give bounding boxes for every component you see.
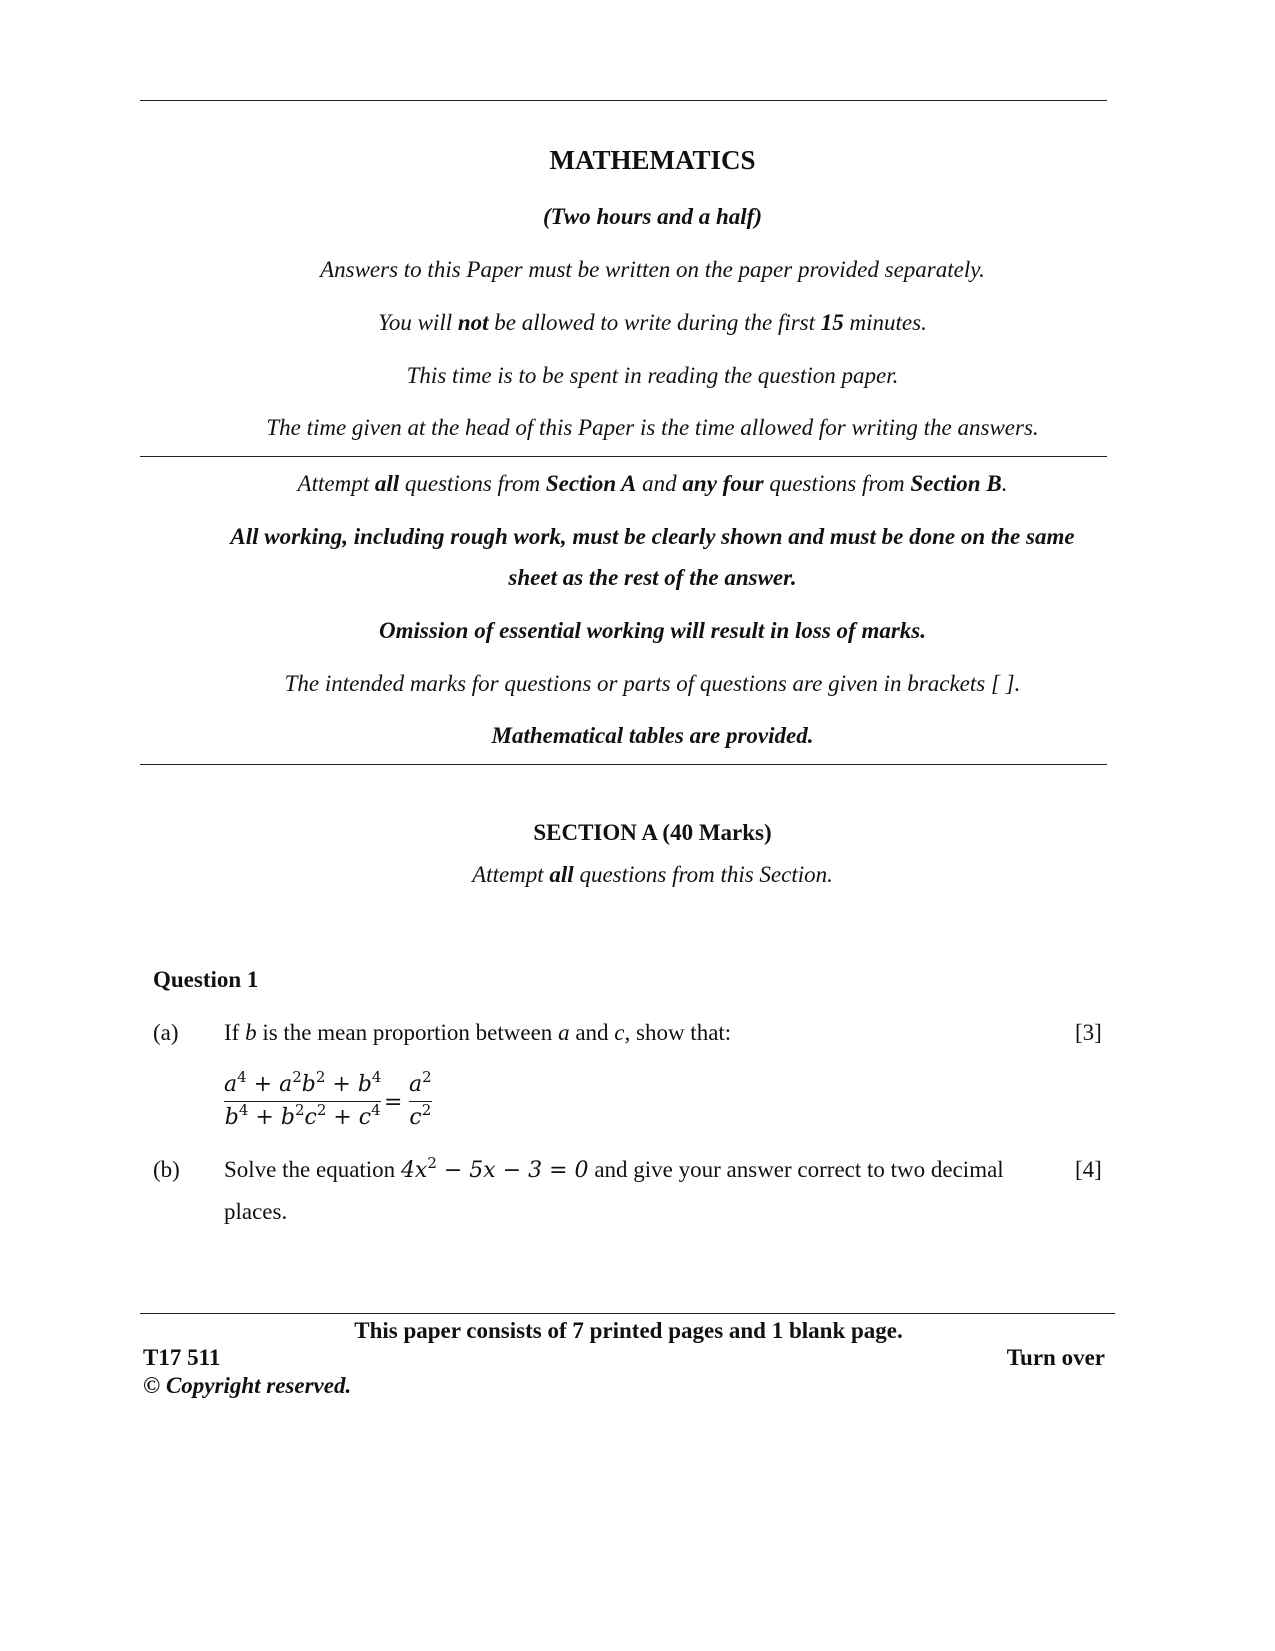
working-rule-line-1: All working, including rough work, must be clearly shown and must be done on the same	[230, 524, 1075, 549]
emphasis: all	[549, 862, 574, 887]
text: .	[1001, 471, 1008, 496]
text: You will	[378, 310, 458, 335]
footer-rule	[140, 1313, 1115, 1314]
working-rule-line-2: sheet as the rest of the answer.	[508, 565, 797, 590]
var-a: a	[558, 1020, 570, 1045]
part-b-label: (b)	[153, 1157, 180, 1182]
text: If	[224, 1020, 246, 1045]
instruction-line-2	[145, 309, 1160, 337]
page-count-note: This paper consists of 7 printed pages and 1 blank page.	[354, 1318, 903, 1343]
rhs-denominator: $c^2$	[409, 1101, 432, 1130]
equation-rhs-fraction	[409, 1068, 432, 1132]
text: questions from	[399, 471, 546, 496]
equation-lhs-fraction	[224, 1068, 382, 1132]
section-a-subtitle	[145, 861, 1160, 889]
rhs-numerator: $a^2$	[409, 1068, 432, 1097]
text: Solve the equation	[224, 1157, 401, 1182]
rules-rule	[140, 764, 1107, 765]
text: be allowed to write during the first	[488, 310, 821, 335]
text: Attempt	[472, 862, 550, 887]
tables-note: Mathematical tables are provided.	[491, 723, 814, 748]
question-1-label: Question 1	[153, 967, 259, 992]
text: and	[569, 1020, 615, 1045]
instructions-rule	[140, 456, 1107, 457]
quadratic-equation: $4x^2 - 5x - 3 = 0$	[400, 1154, 589, 1183]
part-a-marks: [3]	[1075, 1020, 1102, 1045]
part-a-label: (a)	[153, 1020, 179, 1045]
text: minutes.	[843, 310, 927, 335]
emphasis: Section A	[545, 471, 637, 496]
equals-sign: =	[384, 1090, 403, 1115]
part-b-marks: [4]	[1075, 1157, 1102, 1182]
text: questions from this Section.	[573, 862, 833, 887]
instruction-line-4: The time given at the head of this Paper is the time allowed for writing the answers.	[266, 415, 1039, 440]
instruction-line-1: Answers to this Paper must be written on the paper provided separately.	[320, 257, 985, 282]
copyright-text: Copyright reserved.	[165, 1373, 352, 1398]
text: is the mean proportion between	[256, 1020, 559, 1045]
part-a-text	[224, 1019, 731, 1047]
part-b-text-line-2: places.	[224, 1199, 288, 1224]
text: and give your answer correct to two decimal	[588, 1157, 1004, 1182]
emphasis: Section B	[910, 471, 1002, 496]
instruction-line-3: This time is to be spent in reading the question paper.	[406, 363, 899, 388]
copyright	[143, 1372, 351, 1400]
part-b-text	[224, 1156, 1004, 1185]
duration: (Two hours and a half)	[543, 204, 762, 229]
text: and	[636, 471, 683, 496]
var-c: c	[614, 1020, 625, 1045]
copyright-symbol: ©	[143, 1373, 161, 1398]
paper-code: T17 511	[143, 1345, 221, 1370]
emphasis-not: not	[457, 310, 489, 335]
text: questions from	[763, 471, 911, 496]
section-a-heading: SECTION A (40 Marks)	[533, 820, 772, 845]
marks-note: The intended marks for questions or parts of questions are given in brackets [ ].	[284, 671, 1021, 696]
turn-over: Turn over	[1006, 1345, 1105, 1370]
top-rule	[140, 100, 1107, 101]
text: , show that:	[624, 1020, 732, 1045]
emphasis: all	[374, 471, 400, 496]
emphasis-number: 15	[820, 310, 844, 335]
page-title: MATHEMATICS	[549, 145, 756, 175]
lhs-numerator: $a^4 + a^2b^2 + b^4$	[224, 1068, 382, 1097]
emphasis: any four	[682, 471, 764, 496]
omission-rule: Omission of essential working will result in loss of marks.	[378, 618, 926, 643]
var-b: b	[245, 1020, 257, 1045]
attempt-rule	[145, 470, 1160, 498]
text: Attempt	[297, 471, 375, 496]
lhs-denominator: $b^4 + b^2c^2 + c^4$	[224, 1101, 381, 1130]
